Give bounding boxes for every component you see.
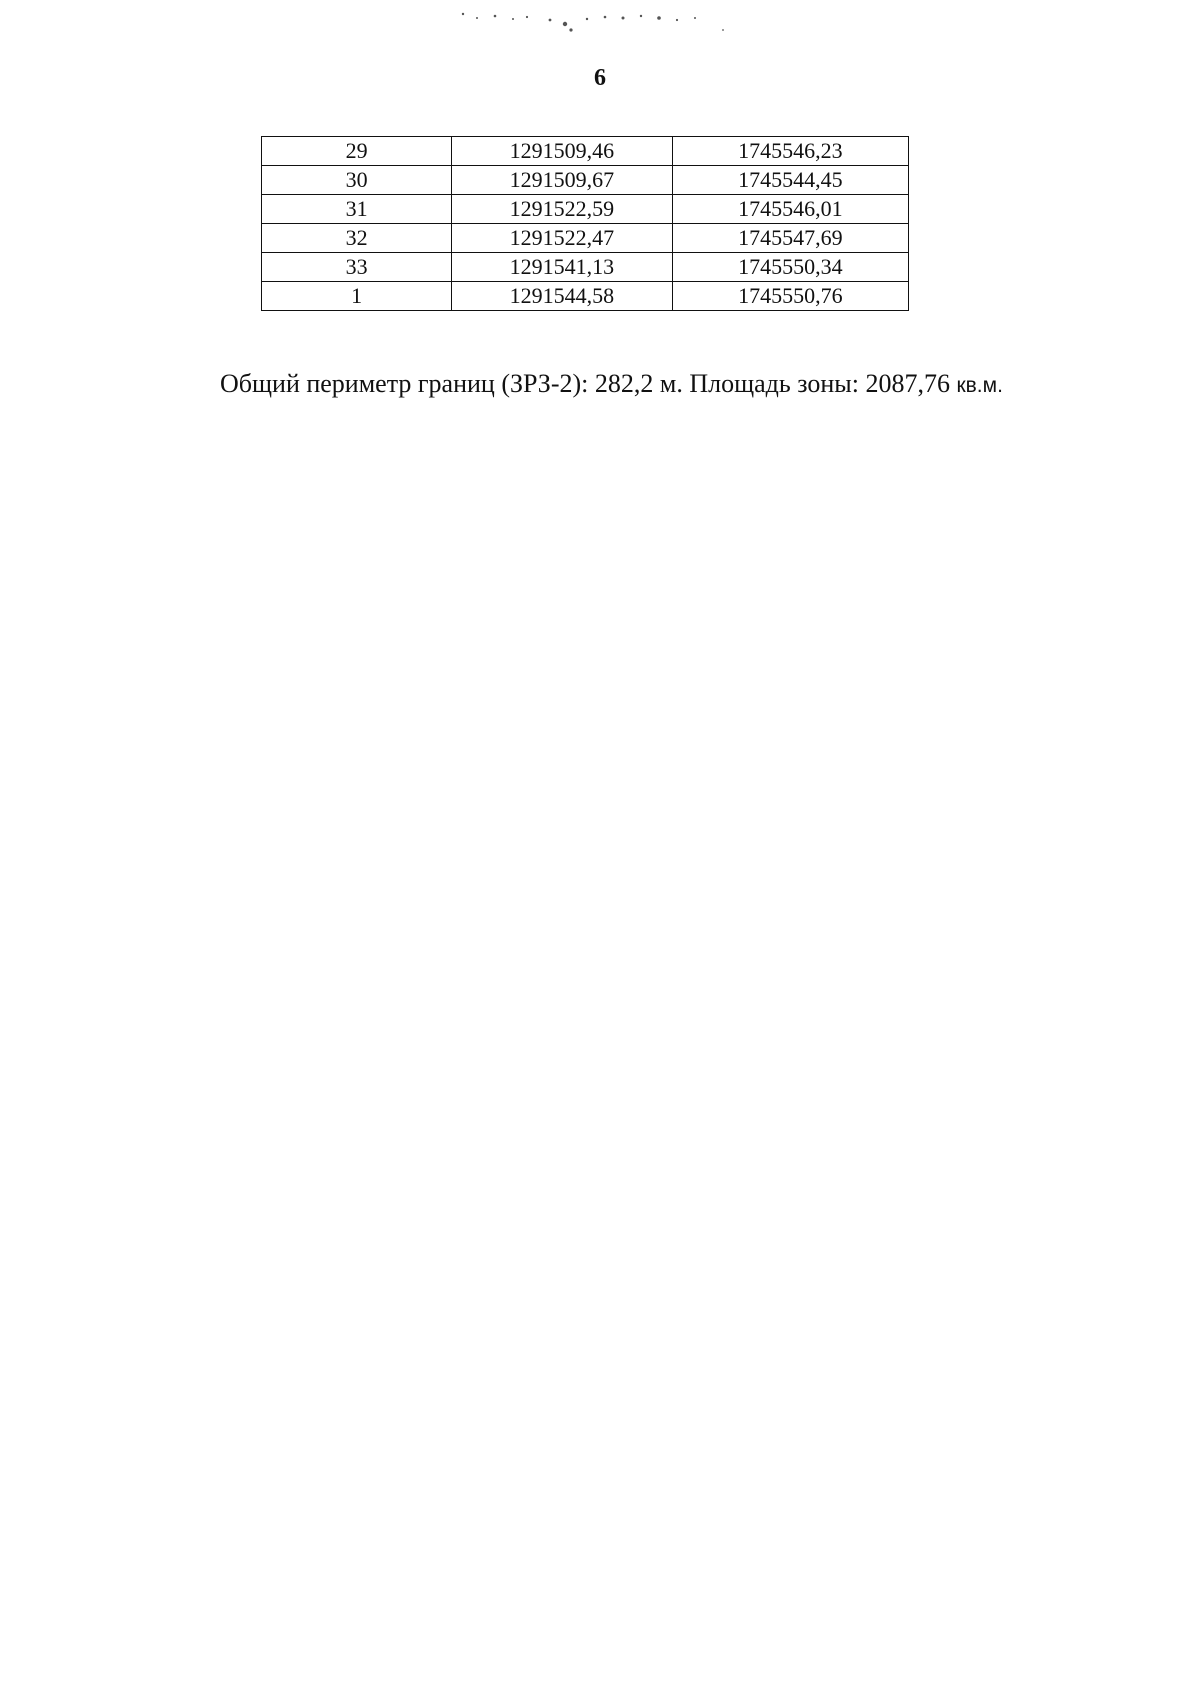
- x-coordinate-cell: 1291544,58: [452, 282, 672, 311]
- x-coordinate-cell: 1291522,47: [452, 224, 672, 253]
- table-row: [262, 253, 909, 282]
- x-coordinate-cell: 1291509,46: [452, 137, 672, 166]
- point-number-cell: 31: [262, 195, 452, 224]
- y-coordinate-cell: 1745547,69: [672, 224, 908, 253]
- scan-stamp-mark: [455, 6, 745, 34]
- summary-paragraph: [145, 366, 1065, 404]
- y-coordinate-cell: 1745544,45: [672, 166, 908, 195]
- page-number: 6: [594, 65, 606, 91]
- summary-text: Общий периметр границ (ЗРЗ-2): 282,2 м. Площадь зоны: 2087,76: [220, 369, 950, 398]
- table-row: [262, 166, 909, 195]
- point-number-cell: 32: [262, 224, 452, 253]
- point-number-cell: 1: [262, 282, 452, 311]
- y-coordinate-cell: 1745550,34: [672, 253, 908, 282]
- x-coordinate-cell: 1291522,59: [452, 195, 672, 224]
- x-coordinate-cell: 1291541,13: [452, 253, 672, 282]
- coordinates-table: [261, 136, 909, 311]
- table-row: [262, 137, 909, 166]
- point-number-cell: 30: [262, 166, 452, 195]
- table-row: [262, 224, 909, 253]
- coordinates-table-body: [262, 137, 909, 311]
- point-number-cell: 29: [262, 137, 452, 166]
- x-coordinate-cell: 1291509,67: [452, 166, 672, 195]
- y-coordinate-cell: 1745550,76: [672, 282, 908, 311]
- table-row: [262, 195, 909, 224]
- summary-unit: кв.м.: [956, 374, 1003, 397]
- point-number-cell: 33: [262, 253, 452, 282]
- table-row: [262, 282, 909, 311]
- y-coordinate-cell: 1745546,23: [672, 137, 908, 166]
- y-coordinate-cell: 1745546,01: [672, 195, 908, 224]
